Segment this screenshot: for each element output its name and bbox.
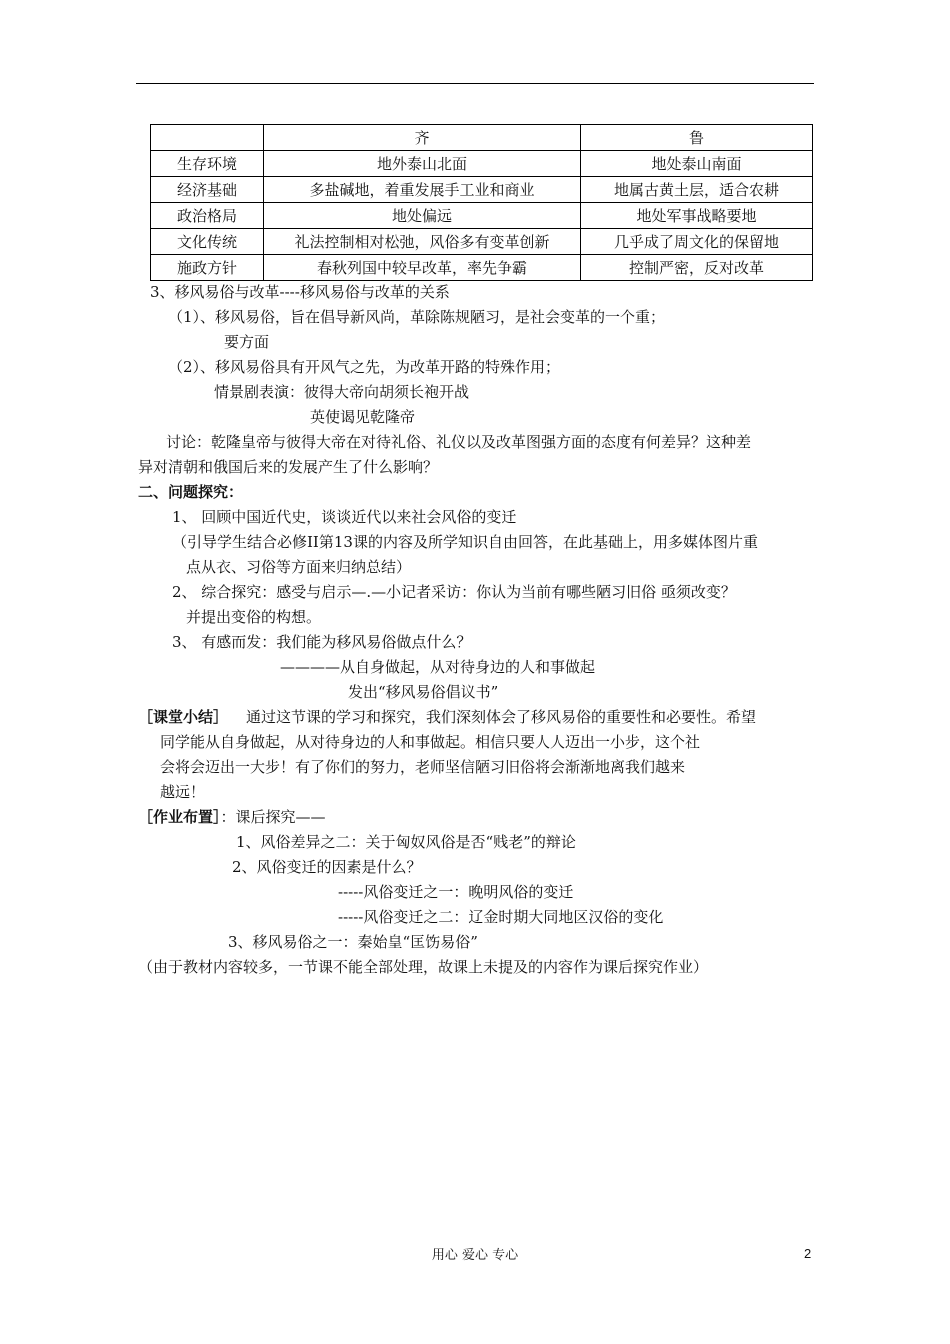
discussion-line1: 讨论：乾隆皇帝与彼得大帝在对待礼俗、礼仪以及改革图强方面的态度有何差异？这种差 [166, 433, 752, 451]
inquiry-item-1: 1、 回顾中国近代史，谈谈近代以来社会风俗的变迁 [172, 508, 517, 526]
table-row [151, 151, 813, 177]
table-cell: 施政方针 [151, 255, 264, 281]
footer-motto: 用心 爱心 专心 [431, 1248, 519, 1263]
inquiry-item-1-note-cont: 点从衣、习俗等方面来归纳总结） [186, 558, 412, 576]
section3-point2: （2）、移风易俗具有开风气之先，为改革开路的特殊作用； [168, 358, 561, 376]
inquiry-item-3-sub2: 发出“移风易俗倡议书” [348, 683, 499, 701]
drama-performance-1: 情景剧表演：彼得大帝向胡须长袍开战 [214, 383, 470, 401]
table-header-cell: 齐 [264, 125, 581, 151]
table-row [151, 229, 813, 255]
header-rule [136, 83, 814, 84]
section3-title: 3、移风易俗与改革----移风易俗与改革的关系 [150, 283, 450, 301]
table-header-cell: 鲁 [581, 125, 813, 151]
table-cell: 生存环境 [151, 151, 264, 177]
table-cell: 地属古黄土层，适合农耕 [581, 177, 813, 203]
table-row [151, 255, 813, 281]
drama-performance-2: 英使谒见乾隆帝 [310, 408, 416, 426]
table-cell: 经济基础 [151, 177, 264, 203]
table-header-cell [151, 125, 264, 151]
table-cell: 地处泰山南面 [581, 151, 813, 177]
inquiry-heading: 二、问题探究： [138, 483, 244, 501]
table-cell: 地处偏远 [264, 203, 581, 229]
table-cell: 控制严密，反对改革 [581, 255, 813, 281]
section3-point1: （1）、移风易俗，旨在倡导新风尚，革除陈规陋习，是社会变革的一个重； [168, 308, 666, 326]
homework-item-1: 1、风俗差异之二：关于匈奴风俗是否“贱老”的辩论 [236, 833, 576, 851]
homework-item-2-sub2: -----风俗变迁之二：辽金时期大同地区汉俗的变化 [338, 908, 664, 926]
summary-label: ［课堂小结］ [138, 708, 229, 726]
summary-line1: 通过这节课的学习和探究，我们深刻体会了移风易俗的重要性和必要性。希望 [246, 708, 757, 726]
section3-point1-cont: 要方面 [224, 333, 270, 351]
homework-item-2-sub1: -----风俗变迁之一：晚明风俗的变迁 [338, 883, 574, 901]
table-header-row [151, 125, 813, 151]
table-cell: 几乎成了周文化的保留地 [581, 229, 813, 255]
table-cell: 地外泰山北面 [264, 151, 581, 177]
homework-intro: ：课后探究—— [220, 808, 326, 826]
table-row [151, 203, 813, 229]
table-row [151, 177, 813, 203]
table-cell: 文化传统 [151, 229, 264, 255]
page-number: 2 [804, 1246, 812, 1261]
homework-label: ［作业布置］ [138, 808, 221, 826]
summary-line4: 越远！ [160, 783, 206, 801]
table-cell: 多盐碱地，着重发展手工业和商业 [264, 177, 581, 203]
inquiry-item-2-cont: 并提出变俗的构想。 [186, 608, 322, 626]
inquiry-item-2: 2、 综合探究：感受与启示—.—小记者采访：你认为当前有哪些陋习旧俗 亟须改变？ [172, 583, 736, 601]
discussion-line2: 异对清朝和俄国后来的发展产生了什么影响？ [138, 458, 439, 476]
qi-lu-comparison-table [150, 124, 813, 281]
table-cell: 政治格局 [151, 203, 264, 229]
inquiry-item-1-note: （引导学生结合必修II第13课的内容及所学知识自由回答，在此基础上，用多媒体图片重 [172, 533, 758, 551]
table-cell: 地处军事战略要地 [581, 203, 813, 229]
inquiry-item-3: 3、 有感而发：我们能为移风易俗做点什么？ [172, 633, 472, 651]
homework-note: （由于教材内容较多，一节课不能全部处理，故课上未提及的内容作为课后探究作业） [138, 958, 709, 976]
homework-item-2: 2、风俗变迁的因素是什么？ [232, 858, 422, 876]
table-cell: 春秋列国中较早改革，率先争霸 [264, 255, 581, 281]
summary-line2: 同学能从自身做起，从对待身边的人和事做起。相信只要人人迈出一小步，这个社 [160, 733, 701, 751]
homework-item-3: 3、移风易俗之一：秦始皇“匡饬易俗” [228, 933, 478, 951]
table-cell: 礼法控制相对松弛，风俗多有变革创新 [264, 229, 581, 255]
inquiry-item-3-sub1: ————从自身做起，从对待身边的人和事做起 [280, 658, 596, 676]
homework-heading [138, 806, 326, 828]
summary-line3: 会将会迈出一大步！有了你们的努力，老师坚信陋习旧俗将会渐渐地离我们越来 [160, 758, 686, 776]
